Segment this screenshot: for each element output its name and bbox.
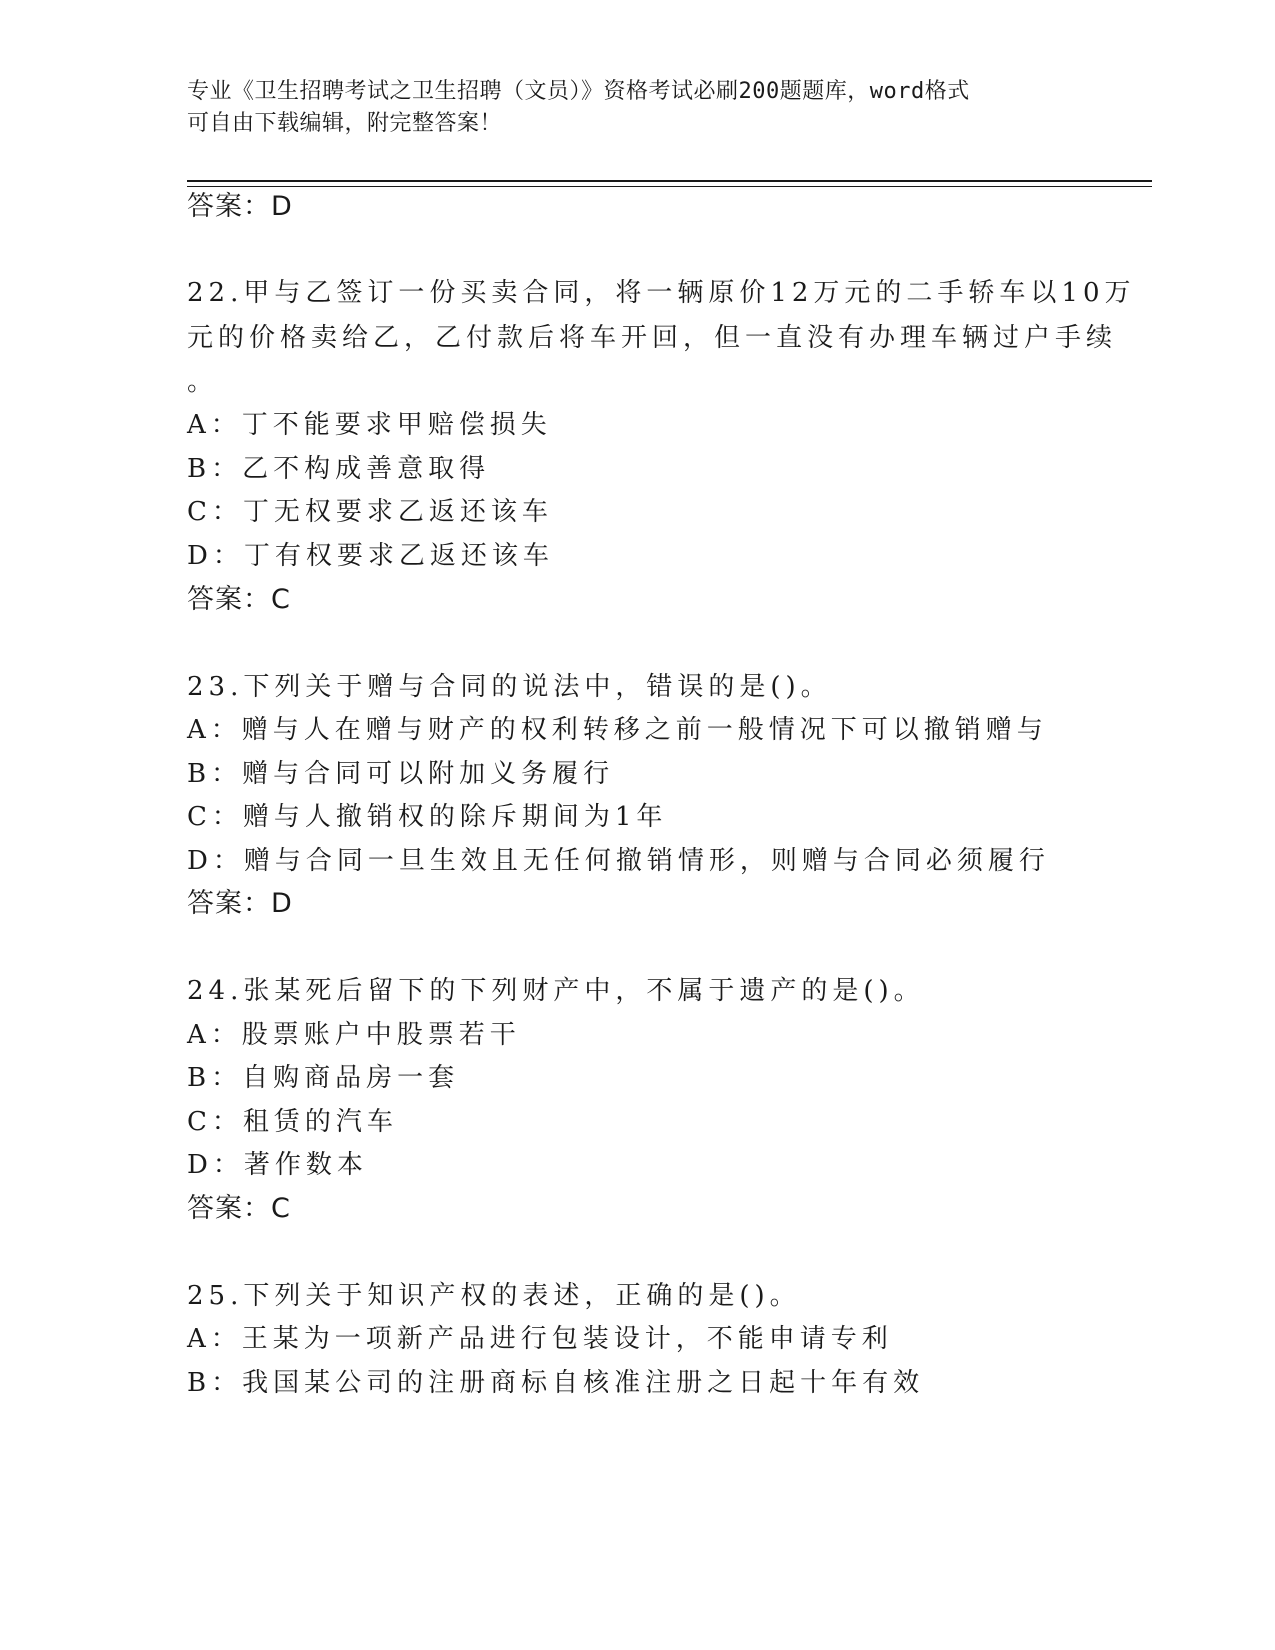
header-line-1: 专业《卫生招聘考试之卫生招聘（文员）》资格考试必刷200题题库，word格式 bbox=[187, 79, 970, 104]
q23-option-c: C：赠与人撤销权的除斥期间为1年 bbox=[187, 802, 668, 832]
q22-option-c: C：丁无权要求乙返还该车 bbox=[187, 497, 553, 527]
q25-option-a: A：王某为一项新产品进行包装设计，不能申请专利 bbox=[187, 1324, 893, 1354]
q24-option-d: D：著作数本 bbox=[187, 1150, 368, 1180]
q24-option-c: C：租赁的汽车 bbox=[187, 1107, 398, 1137]
q25-option-b: B：我国某公司的注册商标自核准注册之日起十年有效 bbox=[187, 1368, 925, 1398]
q23-option-d: D：赠与合同一旦生效且无任何撤销情形，则赠与合同必须履行 bbox=[187, 846, 1050, 876]
q23-stem-line-1: 23.下列关于赠与合同的说法中，错误的是()。 bbox=[187, 672, 832, 702]
q23-option-a: A：赠与人在赠与财产的权利转移之前一般情况下可以撤销赠与 bbox=[187, 715, 1048, 745]
top-answer: 答案：D bbox=[187, 191, 293, 222]
header-line-2: 可自由下载编辑，附完整答案！ bbox=[187, 111, 503, 136]
header-rule-thin bbox=[187, 186, 1152, 187]
q22-stem-line-3: 。 bbox=[187, 367, 219, 397]
q22-stem-line-2: 元的价格卖给乙，乙付款后将车开回，但一直没有办理车辆过户手续 bbox=[187, 323, 1118, 353]
q24-option-a: A：股票账户中股票若干 bbox=[187, 1020, 521, 1050]
q23-answer: 答案：D bbox=[187, 888, 293, 919]
document-header bbox=[187, 76, 1067, 140]
q22-answer: 答案：C bbox=[187, 584, 291, 615]
q22-stem-line-1: 22.甲与乙签订一份买卖合同，将一辆原价12万元的二手轿车以10万 bbox=[187, 278, 1136, 308]
q22-option-b: B：乙不构成善意取得 bbox=[187, 454, 491, 484]
q22-option-a: A：丁不能要求甲赔偿损失 bbox=[187, 410, 552, 440]
header-rule-thick bbox=[187, 180, 1152, 182]
q25-stem-line-1: 25.下列关于知识产权的表述，正确的是()。 bbox=[187, 1281, 801, 1311]
q23-option-b: B：赠与合同可以附加义务履行 bbox=[187, 759, 615, 789]
q24-stem-line-1: 24.张某死后留下的下列财产中，不属于遗产的是()。 bbox=[187, 976, 925, 1006]
q22-option-d: D：丁有权要求乙返还该车 bbox=[187, 541, 554, 571]
q24-option-b: B：自购商品房一套 bbox=[187, 1063, 460, 1093]
q24-answer: 答案：C bbox=[187, 1193, 291, 1224]
